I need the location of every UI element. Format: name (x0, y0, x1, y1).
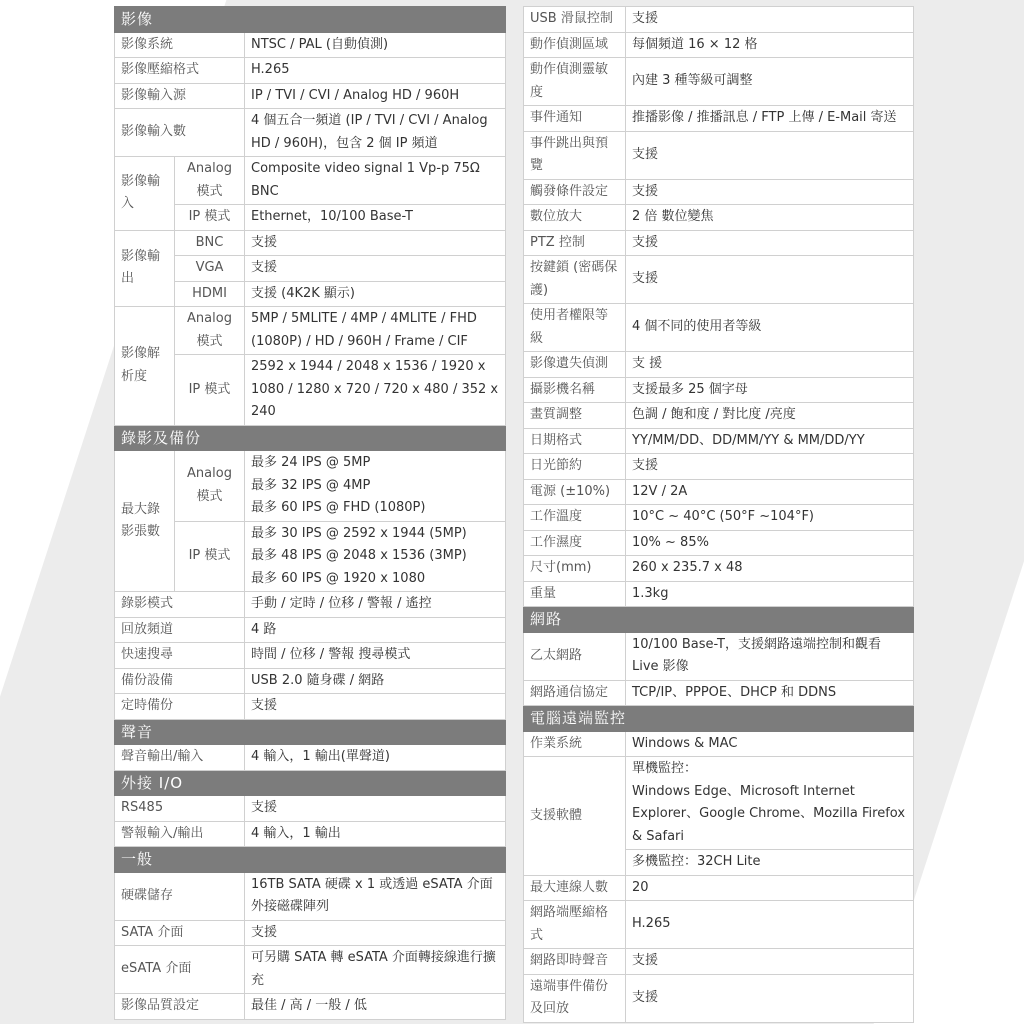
row-value: 4 個五合一頻道 (IP / TVI / CVI / Analog HD / 960H)，包含 2 個 IP 頻道 (245, 109, 506, 157)
row-label: 使用者權限等級 (524, 304, 626, 352)
table-row (524, 632, 914, 680)
table-row (524, 179, 914, 205)
row-label: 最大連線人數 (524, 875, 626, 901)
row-value: 支援 (245, 694, 506, 720)
row-label: 按鍵鎖 (密碼保護) (524, 256, 626, 304)
table-row (115, 668, 506, 694)
table-row (115, 592, 506, 618)
section-title: 一般 (115, 847, 506, 873)
row-value: 支援 (626, 179, 914, 205)
row-value: 支 援 (626, 352, 914, 378)
table-row (115, 821, 506, 847)
table-row (524, 581, 914, 607)
row-value: 每個頻道 16 × 12 格 (626, 32, 914, 58)
row-value: 1.3kg (626, 581, 914, 607)
table-row (524, 680, 914, 706)
table-row (524, 352, 914, 378)
row-label: RS485 (115, 796, 245, 822)
row-value: 多機監控：32CH Lite (626, 850, 914, 876)
row-value: YY/MM/DD、DD/MM/YY & MM/DD/YY (626, 428, 914, 454)
table-row (524, 403, 914, 429)
value-line: 最多 60 IPS @ FHD (1080P) (251, 500, 426, 515)
section-title: 影像 (115, 7, 506, 33)
row-value (245, 451, 506, 522)
row-value: 支援 (626, 131, 914, 179)
row-label: 日光節約 (524, 454, 626, 480)
row-value: 內建 3 種等級可調整 (626, 58, 914, 106)
row-value: 支援 (245, 230, 506, 256)
row-value: Ethernet，10/100 Base-T (245, 205, 506, 231)
table-row (524, 256, 914, 304)
table-row (115, 872, 506, 920)
row-label: 影像輸入數 (115, 109, 245, 157)
table-row (115, 643, 506, 669)
section-title: 外接 I/O (115, 770, 506, 796)
row-label: 遠端事件備份及回放 (524, 974, 626, 1022)
table-row (524, 505, 914, 531)
table-row (115, 617, 506, 643)
table-row (524, 377, 914, 403)
row-value: 支援 (626, 974, 914, 1022)
row-label: 乙太網路 (524, 632, 626, 680)
sub-label: IP 模式 (175, 355, 245, 426)
row-label: 影像輸出 (115, 230, 175, 307)
row-value: 10/100 Base-T，支援網路遠端控制和觀看 Live 影像 (626, 632, 914, 680)
row-label: 電源 (±10%) (524, 479, 626, 505)
row-value: 20 (626, 875, 914, 901)
row-label: 影像系統 (115, 32, 245, 58)
table-row (115, 946, 506, 994)
row-label: 工作溫度 (524, 505, 626, 531)
row-label: 回放頻道 (115, 617, 245, 643)
section-video (115, 7, 506, 33)
table-row (115, 83, 506, 109)
left-spec-table (114, 6, 506, 1020)
row-value: 4 輸入，1 輸出 (245, 821, 506, 847)
table-row (115, 157, 506, 205)
sub-label: VGA (175, 256, 245, 282)
row-value: 支援 (245, 796, 506, 822)
row-label: 觸發條件設定 (524, 179, 626, 205)
row-label: 日期格式 (524, 428, 626, 454)
value-line: 最多 60 IPS @ 1920 x 1080 (251, 570, 426, 586)
row-value: 支援 (626, 454, 914, 480)
row-value: 支援 (245, 920, 506, 946)
row-value: 16TB SATA 硬碟 x 1 或透過 eSATA 介面外接磁碟陣列 (245, 872, 506, 920)
row-label: 最大錄影張數 (115, 451, 175, 592)
row-label: USB 滑鼠控制 (524, 7, 626, 33)
row-label: 尺寸(mm) (524, 556, 626, 582)
row-value: 260 x 235.7 x 48 (626, 556, 914, 582)
table-row (115, 109, 506, 157)
table-row (524, 731, 914, 757)
value-line: 最多 24 IPS @ 5MP (251, 455, 371, 470)
table-row (524, 106, 914, 132)
row-label: 事件通知 (524, 106, 626, 132)
row-label: 網路即時聲音 (524, 949, 626, 975)
table-row (524, 428, 914, 454)
section-network (524, 607, 914, 633)
row-label: 快速搜尋 (115, 643, 245, 669)
sub-label: IP 模式 (175, 521, 245, 592)
table-row (115, 451, 506, 522)
row-value (626, 757, 914, 850)
row-value: 支援 (626, 230, 914, 256)
table-row (115, 307, 506, 355)
table-row (115, 745, 506, 771)
row-value: Composite video signal 1 Vp-p 75Ω BNC (245, 157, 506, 205)
row-label: 硬碟儲存 (115, 872, 245, 920)
row-label: 定時備份 (115, 694, 245, 720)
table-row (524, 974, 914, 1022)
sub-label: HDMI (175, 281, 245, 307)
table-row (524, 949, 914, 975)
value-line: 最多 30 IPS @ 2592 x 1944 (5MP) (251, 525, 467, 541)
row-label: 影像遺失偵測 (524, 352, 626, 378)
right-spec-table (523, 6, 914, 1023)
section-title: 錄影及備份 (115, 425, 506, 451)
row-value (245, 521, 506, 592)
row-value: IP / TVI / CVI / Analog HD / 960H (245, 83, 506, 109)
row-label: PTZ 控制 (524, 230, 626, 256)
row-value: 10% ~ 85% (626, 530, 914, 556)
row-label: 影像解析度 (115, 307, 175, 426)
table-row (115, 230, 506, 256)
row-value: H.265 (626, 901, 914, 949)
row-value: 可另購 SATA 轉 eSATA 介面轉接線進行擴充 (245, 946, 506, 994)
row-label: 警報輸入/輸出 (115, 821, 245, 847)
row-value: 4 路 (245, 617, 506, 643)
row-label: 動作偵測區域 (524, 32, 626, 58)
row-value: USB 2.0 隨身碟 / 網路 (245, 668, 506, 694)
table-row (524, 479, 914, 505)
section-title: 電腦遠端監控 (524, 706, 914, 732)
row-value: 支援最多 25 個字母 (626, 377, 914, 403)
table-row (115, 920, 506, 946)
table-row (524, 875, 914, 901)
row-label: 動作偵測靈敏度 (524, 58, 626, 106)
table-row (524, 58, 914, 106)
table-row (524, 530, 914, 556)
row-value: 支援 (245, 256, 506, 282)
section-title: 聲音 (115, 719, 506, 745)
sub-label: Analog 模式 (175, 157, 245, 205)
row-label: 作業系統 (524, 731, 626, 757)
row-label: 錄影模式 (115, 592, 245, 618)
row-label: 重量 (524, 581, 626, 607)
row-label: 聲音輸出/輸入 (115, 745, 245, 771)
row-value: 2592 x 1944 / 2048 x 1536 / 1920 x 1080 / 1280 x 720 / 720 x 480 / 352 x 240 (245, 355, 506, 426)
table-row (115, 32, 506, 58)
sub-label: Analog 模式 (175, 451, 245, 522)
section-title: 網路 (524, 607, 914, 633)
section-io (115, 770, 506, 796)
row-label: 工作濕度 (524, 530, 626, 556)
row-value: 4 輸入，1 輸出(單聲道) (245, 745, 506, 771)
section-general (115, 847, 506, 873)
row-value: H.265 (245, 58, 506, 84)
section-audio (115, 719, 506, 745)
section-remote (524, 706, 914, 732)
row-value: 色調 / 飽和度 / 對比度 /亮度 (626, 403, 914, 429)
row-value: 支援 (4K2K 顯示) (245, 281, 506, 307)
table-row (524, 7, 914, 33)
table-row (524, 901, 914, 949)
row-value: 4 個不同的使用者等級 (626, 304, 914, 352)
value-line: 最多 48 IPS @ 2048 x 1536 (3MP) (251, 548, 467, 563)
row-label: 備份設備 (115, 668, 245, 694)
sub-label: BNC (175, 230, 245, 256)
row-value: 5MP / 5MLITE / 4MP / 4MLITE / FHD (1080P) / HD / 960H / Frame / CIF (245, 307, 506, 355)
row-value: Windows & MAC (626, 731, 914, 757)
row-value: TCP/IP、PPPOE、DHCP 和 DDNS (626, 680, 914, 706)
row-label: 支援軟體 (524, 757, 626, 876)
row-label: 影像輸入 (115, 157, 175, 231)
row-value: 2 倍 數位變焦 (626, 205, 914, 231)
table-row (524, 556, 914, 582)
row-label: 網路端壓縮格式 (524, 901, 626, 949)
row-label: 攝影機名稱 (524, 377, 626, 403)
table-row (524, 205, 914, 231)
row-value: 時間 / 位移 / 警報 搜尋模式 (245, 643, 506, 669)
row-label: 事件跳出與預覽 (524, 131, 626, 179)
table-row (115, 796, 506, 822)
table-row (115, 58, 506, 84)
row-label: 網路通信協定 (524, 680, 626, 706)
row-value: 支援 (626, 256, 914, 304)
row-value: 支援 (626, 7, 914, 33)
table-row (524, 454, 914, 480)
row-label: 影像輸入源 (115, 83, 245, 109)
value-line: 單機監控： (632, 761, 698, 776)
sub-label: Analog 模式 (175, 307, 245, 355)
row-value: 10°C ~ 40°C (50°F ~104°F) (626, 505, 914, 531)
table-row (115, 694, 506, 720)
row-label: eSATA 介面 (115, 946, 245, 994)
value-line: 最多 32 IPS @ 4MP (251, 477, 371, 493)
value-line: Windows Edge、Microsoft Internet Explorer、Google Chrome、Mozilla Firefox & Safari (632, 783, 906, 844)
table-row (524, 304, 914, 352)
row-label: 影像壓縮格式 (115, 58, 245, 84)
row-label: 數位放大 (524, 205, 626, 231)
table-row (524, 230, 914, 256)
row-label: SATA 介面 (115, 920, 245, 946)
table-row (524, 757, 914, 850)
table-row (524, 32, 914, 58)
row-value: NTSC / PAL (自動偵測) (245, 32, 506, 58)
row-value: 最佳 / 高 / 一般 / 低 (245, 994, 506, 1020)
section-record (115, 425, 506, 451)
row-value: 手動 / 定時 / 位移 / 警報 / 遙控 (245, 592, 506, 618)
row-value: 推播影像 / 推播訊息 / FTP 上傳 / E-Mail 寄送 (626, 106, 914, 132)
table-row (524, 131, 914, 179)
row-label: 影像品質設定 (115, 994, 245, 1020)
row-value: 支援 (626, 949, 914, 975)
row-value: 12V / 2A (626, 479, 914, 505)
row-label: 畫質調整 (524, 403, 626, 429)
table-row (115, 994, 506, 1020)
sub-label: IP 模式 (175, 205, 245, 231)
